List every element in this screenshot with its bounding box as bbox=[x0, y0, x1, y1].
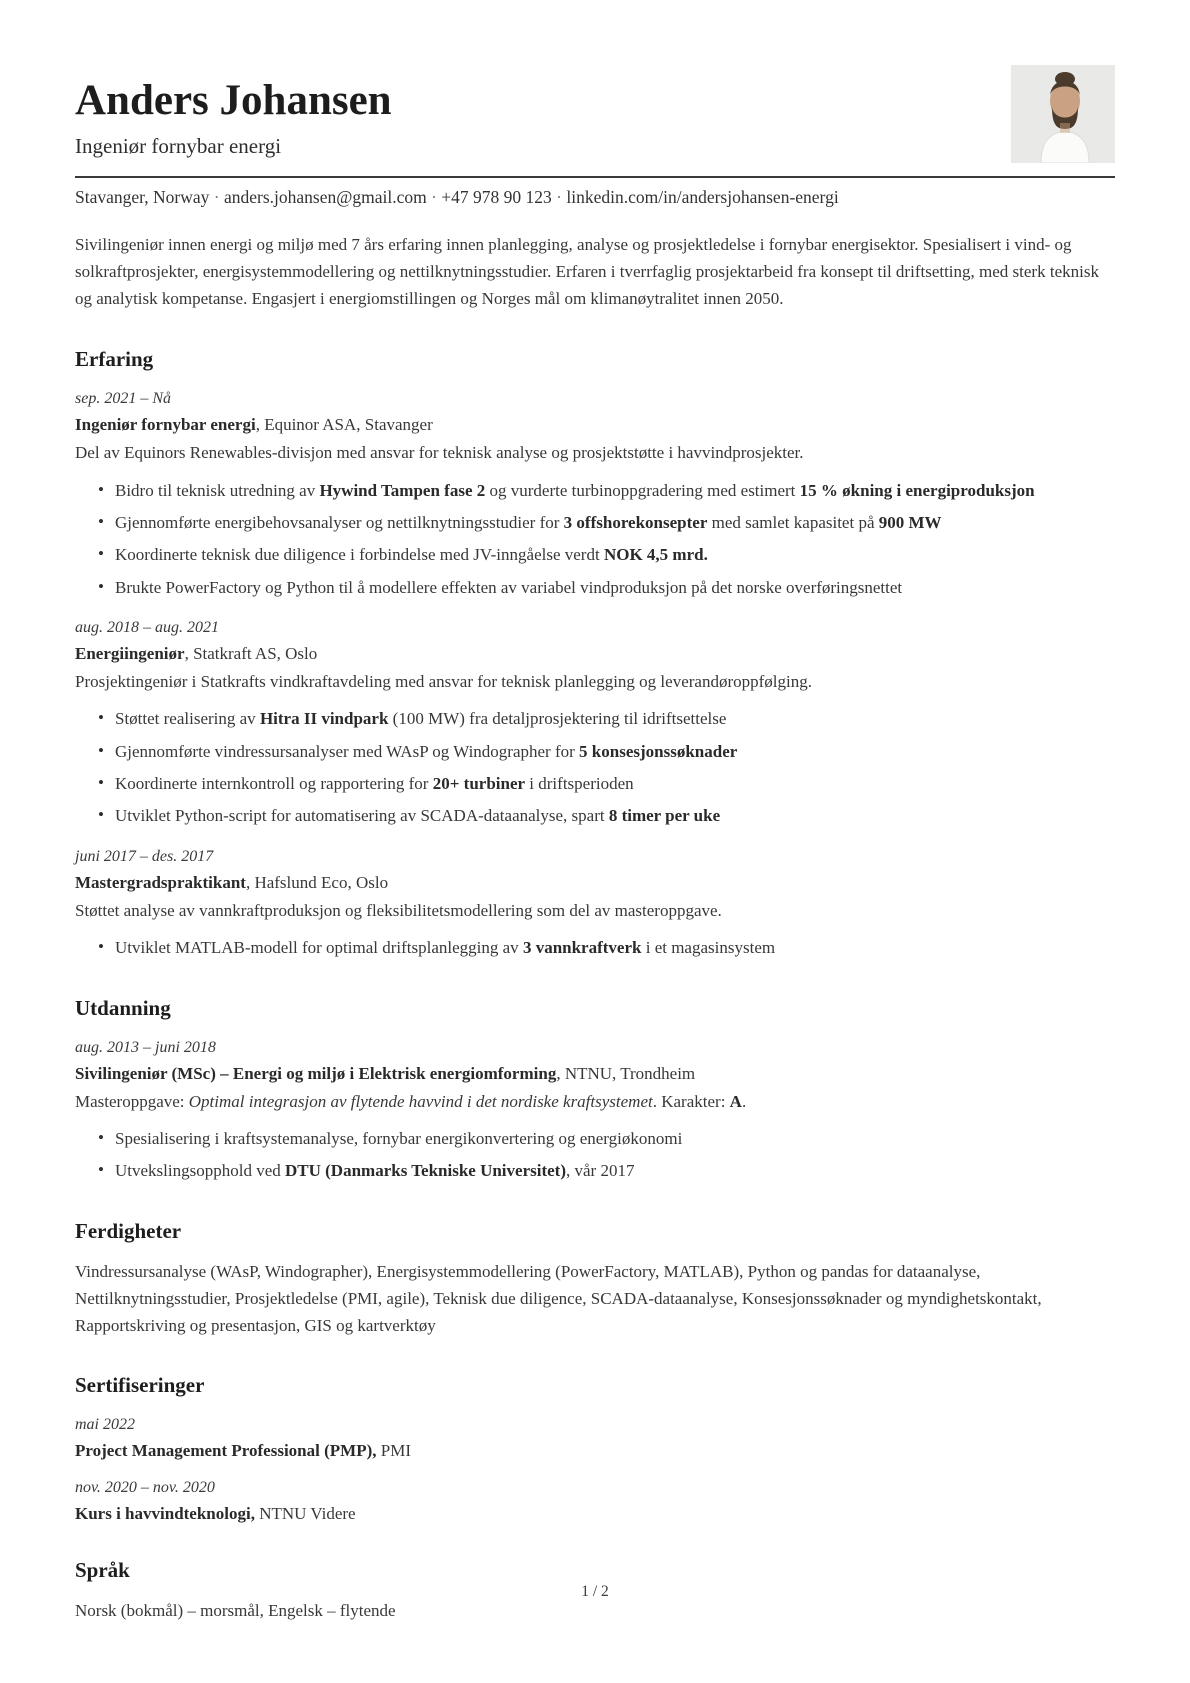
summary-paragraph: Sivilingeniør innen energi og miljø med 7 års erfaring innen planlegging, analyse og prosjektledelse i fornybar energisektor. Spesialisert i vind- og solkraftprosjekter, energisystemmodellering og nettilknytningsstudier. Erfaren i tverrfaglig prosjektarbeid fra konsept til driftsetting, med sterk teknisk og analytisk kompetanse. Engasjert i energiomstillingen og Norges mål om klimanøytralitet innen 2050. bbox=[75, 235, 1099, 309]
text-run: Sivilingeniør (MSc) – Energi og miljø i Elektrisk energiomforming bbox=[75, 1063, 557, 1083]
bullet-item bbox=[98, 542, 1115, 568]
text-run: i et magasinsystem bbox=[641, 938, 776, 958]
section-heading-sertifiseringer: Sertifiseringer bbox=[75, 1373, 205, 1398]
entry-description: Prosjektingeniør i Statkrafts vindkraftavdeling med ansvar for teknisk planlegging og leverandøroppfølging. bbox=[75, 671, 812, 691]
entry bbox=[75, 1479, 1115, 1524]
bullet-item bbox=[98, 575, 1115, 601]
bullet-text bbox=[115, 938, 775, 957]
entry-bullets bbox=[75, 1126, 1115, 1185]
text-run: 3 vannkraftverk bbox=[522, 938, 642, 958]
text-run: Utviklet Python-script for automatisering av SCADA-dataanalyse, spart bbox=[115, 806, 609, 826]
bullet-item bbox=[98, 771, 1115, 797]
bullet-text bbox=[115, 1161, 634, 1180]
text-run: , Hafslund Eco, Oslo bbox=[245, 872, 389, 892]
text-run: 20+ turbiner bbox=[432, 774, 526, 794]
text-run: Støttet realisering av bbox=[115, 709, 260, 729]
contact-linkedin: linkedin.com/in/andersjohansen-energi bbox=[566, 187, 839, 208]
bullet-marker-icon: • bbox=[98, 544, 104, 564]
text-run: Hitra II vindpark bbox=[259, 709, 389, 729]
bullet-marker-icon: • bbox=[98, 773, 104, 793]
bullet-text bbox=[115, 774, 634, 793]
entry-title bbox=[75, 1504, 1115, 1524]
entry-bullets bbox=[75, 935, 1115, 961]
text-run: . bbox=[741, 1091, 747, 1111]
contact-line bbox=[75, 187, 1115, 208]
text-run: , Statkraft AS, Oslo bbox=[184, 643, 318, 663]
ferdigheter-paragraph: Vindressursanalyse (WAsP, Windographer), Energisystemmodellering (PowerFactory, MATLAB), Python og pandas for dataanalyse, Nettilknytningsstudier, Prosjektledelse (PMI, agile), Teknisk due diligence, SCADA-dataanalyse, Konsesjonssøknader og myndighetskontakt, Rapportskriving og presentasjon, GIS og kartverktøy bbox=[75, 1261, 1042, 1335]
text-run: , NTNU, Trondheim bbox=[556, 1063, 696, 1083]
bullet-marker-icon: • bbox=[98, 1128, 104, 1148]
section-heading-ferdigheter: Ferdigheter bbox=[75, 1218, 182, 1243]
bullet-item bbox=[98, 478, 1115, 504]
entry-title bbox=[75, 644, 1115, 664]
text-run: A bbox=[729, 1091, 742, 1111]
text-run: Kurs i havvindteknologi, bbox=[75, 1504, 255, 1524]
contact-separator: · bbox=[426, 187, 442, 208]
text-run: Mastergradspraktikant bbox=[75, 872, 246, 892]
bullet-item bbox=[98, 935, 1115, 961]
bullet-text bbox=[115, 709, 726, 728]
text-run: Energiingeniør bbox=[75, 643, 185, 663]
section-heading-sprak: Språk bbox=[75, 1558, 130, 1583]
bullet-text bbox=[115, 1129, 682, 1148]
bullet-marker-icon: • bbox=[98, 511, 104, 531]
text-run: Ingeniør fornybar energi bbox=[75, 415, 256, 435]
section-heading-utdanning: Utdanning bbox=[75, 995, 171, 1020]
text-run: NTNU Videre bbox=[254, 1504, 356, 1524]
entry-title bbox=[75, 1441, 1115, 1461]
section-heading-erfaring: Erfaring bbox=[75, 347, 154, 372]
entry-date: aug. 2018 – aug. 2021 bbox=[75, 618, 219, 636]
entry-bullets bbox=[75, 706, 1115, 829]
bullet-text bbox=[115, 481, 1035, 500]
text-run: Koordinerte teknisk due diligence i forbindelse med JV-inngåelse verdt bbox=[115, 545, 604, 565]
text-run: NOK 4,5 mrd. bbox=[603, 545, 708, 565]
contact-email: anders.johansen@gmail.com bbox=[223, 187, 427, 208]
text-run: Optimal integrasjon av flytende havvind i det nordiske kraftsystemet bbox=[188, 1091, 653, 1111]
text-run: Masteroppgave: bbox=[75, 1091, 189, 1111]
person-job-title: Ingeniør fornybar energi bbox=[75, 134, 282, 159]
text-run: 3 offshorekonsepter bbox=[563, 512, 708, 532]
entry bbox=[75, 619, 1115, 830]
entry bbox=[75, 390, 1115, 601]
entry bbox=[75, 1039, 1115, 1185]
header bbox=[75, 78, 1115, 159]
page-number: 1 / 2 bbox=[581, 1583, 609, 1600]
text-run: 8 timer per uke bbox=[608, 806, 721, 826]
person-portrait-icon bbox=[1011, 65, 1115, 163]
text-run: PMI bbox=[376, 1441, 411, 1461]
text-run: 900 MW bbox=[878, 512, 942, 532]
text-run: 5 konsesjonssøknader bbox=[579, 741, 738, 761]
text-run: og vurderte turbinoppgradering med estimert bbox=[485, 480, 800, 500]
sections-container bbox=[75, 347, 1115, 1625]
bullet-item bbox=[98, 706, 1115, 732]
text-run: Bidro til teknisk utredning av bbox=[115, 480, 320, 500]
entry-title bbox=[75, 1064, 1115, 1084]
entry-description: Støttet analyse av vannkraftproduksjon og fleksibilitetsmodellering som del av masteroppgave. bbox=[75, 900, 722, 920]
profile-photo bbox=[1011, 65, 1115, 163]
person-name: Anders Johansen bbox=[75, 77, 392, 124]
entry-title bbox=[75, 415, 1115, 435]
bullet-text bbox=[115, 578, 902, 597]
text-run: Utvekslingsopphold ved bbox=[115, 1161, 285, 1181]
text-run: Utviklet MATLAB-modell for optimal driftsplanlegging av bbox=[115, 938, 523, 958]
bullet-marker-icon: • bbox=[98, 708, 104, 728]
bullet-marker-icon: • bbox=[98, 1160, 104, 1180]
bullet-item bbox=[98, 1158, 1115, 1184]
bullet-marker-icon: • bbox=[98, 479, 104, 499]
text-run: Project Management Professional (PMP), bbox=[75, 1441, 377, 1461]
entry-date: sep. 2021 – Nå bbox=[75, 390, 171, 408]
contact-separator: · bbox=[209, 187, 224, 208]
section-erfaring bbox=[75, 347, 1115, 962]
text-run: , vår 2017 bbox=[566, 1161, 635, 1181]
text-run: 15 % økning i energiproduksjon bbox=[799, 480, 1035, 500]
text-run: Koordinerte internkontroll og rapportering for bbox=[115, 774, 433, 794]
bullet-text bbox=[115, 806, 720, 825]
entry-date: aug. 2013 – juni 2018 bbox=[75, 1038, 216, 1056]
section-utdanning bbox=[75, 996, 1115, 1185]
entry-date: nov. 2020 – nov. 2020 bbox=[75, 1479, 215, 1497]
text-run: . Karakter: bbox=[652, 1091, 730, 1111]
section-ferdigheter bbox=[75, 1219, 1115, 1340]
text-run: DTU (Danmarks Tekniske Universitet) bbox=[285, 1161, 566, 1181]
text-run: i driftsperioden bbox=[525, 774, 634, 794]
text-run: Spesialisering i kraftsystemanalyse, fornybar energikonvertering og energiøkonomi bbox=[115, 1129, 683, 1149]
bullet-item bbox=[98, 510, 1115, 536]
bullet-marker-icon: • bbox=[98, 937, 104, 957]
bullet-item bbox=[98, 1126, 1115, 1152]
entry bbox=[75, 1416, 1115, 1461]
text-run: Brukte PowerFactory og Python til å modellere effekten av variabel vindproduksjon på det norske overføringsnettet bbox=[115, 577, 903, 597]
text-run: Gjennomførte energibehovsanalyser og nettilknytningsstudier for bbox=[115, 512, 564, 532]
entry-date: mai 2022 bbox=[75, 1416, 135, 1434]
entry-description: Del av Equinors Renewables-divisjon med ansvar for teknisk analyse og prosjektstøtte i havvindprosjekter. bbox=[75, 443, 804, 463]
contact-location: Stavanger, Norway bbox=[75, 187, 210, 208]
header-divider bbox=[75, 176, 1115, 178]
text-run: , Equinor ASA, Stavanger bbox=[255, 415, 433, 435]
text-run: Hywind Tampen fase 2 bbox=[319, 480, 486, 500]
entry-title bbox=[75, 873, 1115, 893]
contact-separator: · bbox=[551, 187, 567, 208]
entry-date: juni 2017 – des. 2017 bbox=[75, 847, 214, 865]
bullet-item bbox=[98, 803, 1115, 829]
bullet-marker-icon: • bbox=[98, 576, 104, 596]
entry-description bbox=[75, 1089, 1115, 1115]
text-run: (100 MW) fra detaljprosjektering til idriftsettelse bbox=[388, 709, 727, 729]
text-run: Gjennomførte vindressursanalyser med WAsP og Windographer for bbox=[115, 741, 580, 761]
sprak-paragraph: Norsk (bokmål) – morsmål, Engelsk – flytende bbox=[75, 1601, 396, 1621]
bullet-marker-icon: • bbox=[98, 805, 104, 825]
bullet-text bbox=[115, 545, 708, 564]
entry bbox=[75, 848, 1115, 962]
contact-phone: +47 978 90 123 bbox=[441, 187, 552, 208]
entry-bullets bbox=[75, 478, 1115, 601]
bullet-marker-icon: • bbox=[98, 740, 104, 760]
bullet-text bbox=[115, 513, 942, 532]
bullet-item bbox=[98, 739, 1115, 765]
bullet-text bbox=[115, 742, 737, 761]
text-run: med samlet kapasitet på bbox=[707, 512, 879, 532]
section-sertifiseringer bbox=[75, 1373, 1115, 1524]
